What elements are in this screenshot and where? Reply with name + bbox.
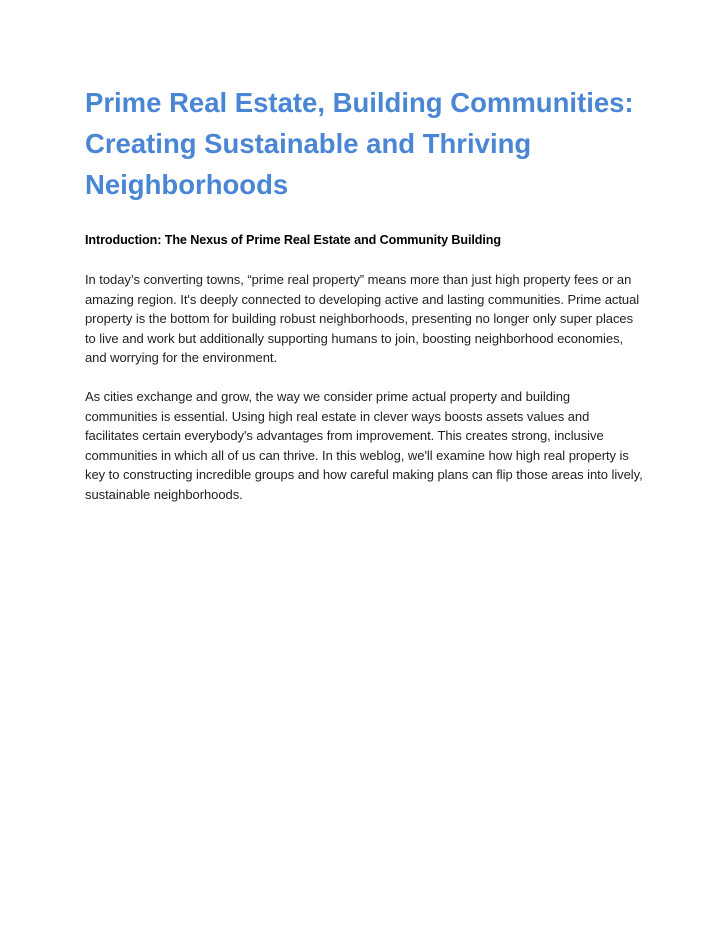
body-paragraph: As cities exchange and grow, the way we consider prime actual property and building communities is essential. Using high real estate in clever ways boosts assets values and facilitates certain everybody's advantages from improvement. This creates strong, inclusive communities in which all of us can thrive. In this weblog, we'll examine how high real property is key to constructing incredible groups and how careful making plans can flip those areas into lively, sustainable neighborhoods.: [85, 388, 643, 502]
document-body: [85, 82, 645, 505]
intro-heading: Introduction: The Nexus of Prime Real Estate and Community Building: [85, 233, 501, 247]
document-title: Prime Real Estate, Building Communities: Creating Sustainable and Thriving Neighborhoods: [85, 87, 634, 200]
body-paragraph: In today’s converting towns, “prime real property” means more than just high property fees or an amazing region. It's deeply connected to developing active and lasting communities. Prime actual property is the bottom for building robust neighborhoods, presenting no longer only super places to live and work but additionally supporting humans to join, boosting neighborhood economies, and worrying for the environment.: [85, 272, 640, 366]
